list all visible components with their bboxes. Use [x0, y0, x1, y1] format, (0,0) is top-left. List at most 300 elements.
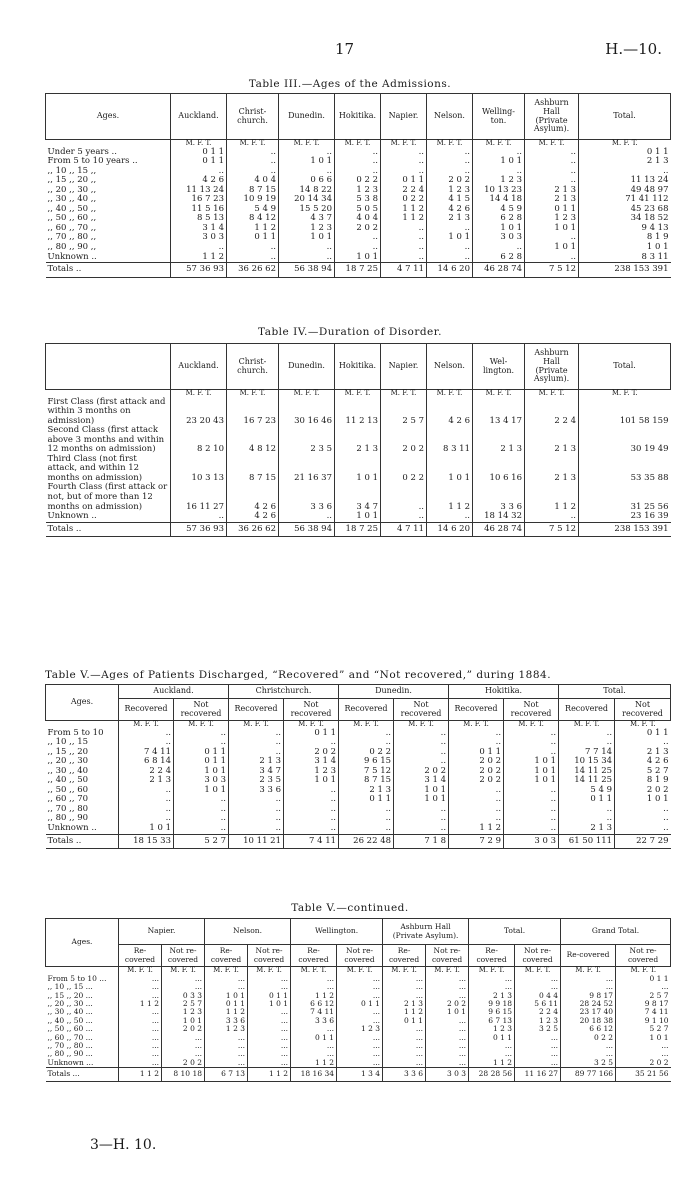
table-cell: ... — [119, 1025, 162, 1033]
table-cell: .. — [525, 157, 579, 167]
row-label: ,, 60 ,, 70 ,, — [47, 222, 97, 233]
sex-subheader: M. F. T. — [205, 967, 248, 975]
table-cell: .. — [174, 805, 229, 815]
recovered-header: Re-covered — [469, 945, 515, 967]
table-cell: 1 0 1 — [394, 795, 449, 805]
table-row — [46, 814, 671, 824]
table-cell: ... — [119, 983, 162, 991]
table-cell: 1 0 1 — [205, 992, 248, 1000]
table-cell: 1 2 3 — [284, 767, 339, 777]
table-cell: 3 0 3 — [174, 776, 229, 786]
table-cell: 1 2 3 — [337, 1025, 383, 1033]
table-cell: .. — [279, 167, 335, 177]
table-cell: .. — [279, 512, 335, 522]
recovered-header: Recovered — [559, 699, 615, 721]
sex-subheader: M. F. T. — [171, 390, 227, 398]
table-cell: ... — [426, 975, 469, 983]
table-cell: 1 0 1 — [279, 233, 335, 243]
sex-subheader: M. F. T. — [339, 721, 394, 729]
table-cell: 0 6 6 — [279, 176, 335, 186]
table-cell: 1 0 1 — [473, 224, 525, 234]
table-cell: 3 4 7 — [335, 483, 381, 512]
table-cell: 1 1 2 — [119, 1000, 162, 1008]
recovered-header: Re-covered — [383, 945, 426, 967]
totals-cell: 1 3 4 — [337, 1068, 383, 1081]
table-cell: 0 1 1 — [616, 975, 671, 983]
table-cell: 14 4 18 — [473, 195, 525, 205]
table-cell: 2 1 3 — [559, 824, 615, 834]
table-cell: ... — [561, 1042, 616, 1050]
table-cell: 9 4 13 — [579, 224, 671, 234]
table-cell: ... — [248, 1025, 291, 1033]
table-cell: 71 41 112 — [579, 195, 671, 205]
table-cell: 0 1 1 — [339, 795, 394, 805]
table-cell: .. — [171, 243, 227, 253]
table-cell: ... — [383, 1025, 426, 1033]
totals-cell: 3 3 6 — [383, 1068, 426, 1081]
table-cell: 4 0 4 — [227, 176, 279, 186]
table-cell: .. — [339, 805, 394, 815]
table-cell: 0 1 1 — [559, 795, 615, 805]
table-cell: 0 1 1 — [248, 992, 291, 1000]
table-cell: 1 1 2 — [383, 1008, 426, 1016]
table-cell: 1 2 3 — [515, 1017, 561, 1025]
column-header: Dunedin. — [279, 94, 335, 140]
totals-cell: 57 36 93 — [171, 522, 227, 537]
table-cell: .. — [119, 805, 174, 815]
table-cell: 2 1 3 — [579, 157, 671, 167]
table-cell: .. — [174, 729, 229, 739]
table-cell: ... — [291, 1025, 337, 1033]
row-label: ,, 10 ,, 15 ,, — [47, 165, 97, 176]
table-cell: 8 1 9 — [615, 776, 671, 786]
table-cell: 23 20 43 — [171, 398, 227, 427]
table-cell: 4 3 7 — [279, 214, 335, 224]
table-cell: ... — [162, 1042, 205, 1050]
totals-cell: 7 5 12 — [525, 522, 579, 537]
table-row — [46, 983, 671, 991]
table-cell: 1 0 1 — [427, 455, 473, 484]
table-cell: 0 1 1 — [381, 176, 427, 186]
row-label: Unknown .. — [47, 511, 97, 522]
sex-subheader: M. F. T. — [561, 967, 616, 975]
row-label: ,, 30 ,, 40 — [47, 765, 89, 776]
table-cell: .. — [335, 233, 381, 243]
recovered-header: Re-covered — [291, 945, 337, 967]
table-cell: 20 14 34 — [279, 195, 335, 205]
table-cell: 2 0 2 — [615, 786, 671, 796]
table-cell: 2 1 3 — [119, 776, 174, 786]
table-cell: 2 1 3 — [383, 1000, 426, 1008]
table-cell: ... — [616, 1050, 671, 1058]
sex-subheader: M. F. T. — [394, 721, 449, 729]
row-label: ,, 20 ,, 30 ... — [47, 999, 93, 1008]
group-header: Hokitika. — [449, 685, 559, 699]
row-label: ,, 80 ,, 90 — [47, 813, 89, 824]
table-cell: .. — [427, 243, 473, 253]
sex-subheader: M. F. T. — [279, 140, 335, 148]
table-row — [46, 729, 671, 739]
totals-cell: 61 50 111 — [559, 834, 615, 849]
table-cell: 0 4 4 — [515, 992, 561, 1000]
table-cell: .. — [449, 805, 504, 815]
totals-cell: 238 153 391 — [579, 522, 671, 537]
sex-subheader: M. F. T. — [426, 967, 469, 975]
table-cell: 1 0 1 — [426, 1008, 469, 1016]
not-recovered-header: Not re-covered — [426, 945, 469, 967]
row-label: From 5 to 10 ... — [47, 973, 107, 983]
totals-cell: 18 7 25 — [335, 522, 381, 537]
table-cell: ... — [561, 983, 616, 991]
sex-subheader: M. F. T. — [525, 390, 579, 398]
table-cell: 2 1 3 — [615, 748, 671, 758]
table-cell: 34 18 52 — [579, 214, 671, 224]
table-cell: 8 7 15 — [227, 186, 279, 196]
table-cell: .. — [119, 738, 174, 748]
table-cell: .. — [504, 824, 559, 834]
recovered-header: Recovered — [339, 699, 394, 721]
table-cell: .. — [504, 814, 559, 824]
table-row — [46, 233, 671, 243]
totals-cell: 7 4 11 — [284, 834, 339, 849]
table-cell: 2 1 3 — [427, 214, 473, 224]
table-cell: .. — [339, 824, 394, 834]
table3-title: Table III.—Ages of the Admissions. — [248, 78, 452, 90]
table-cell: ... — [515, 1034, 561, 1042]
recovered-header: Re-covered — [119, 945, 162, 967]
table-cell: 0 1 1 — [205, 1000, 248, 1008]
table-cell: .. — [229, 824, 284, 834]
table-cell: .. — [449, 729, 504, 739]
table-cell: 15 5 20 — [279, 205, 335, 215]
table-cell: 1 0 1 — [504, 776, 559, 786]
table-cell: ... — [337, 1042, 383, 1050]
table-cell: 10 9 19 — [227, 195, 279, 205]
table-cell: ... — [426, 983, 469, 991]
totals-label: Totals .. — [46, 522, 171, 537]
table-cell: 3 1 4 — [171, 224, 227, 234]
not-recovered-header: Not re-covered — [248, 945, 291, 967]
table-cell: .. — [227, 167, 279, 177]
table-cell: .. — [473, 243, 525, 253]
table-cell: 1 2 3 — [279, 224, 335, 234]
totals-label: Totals .. — [46, 834, 119, 849]
table-cell: 45 23 68 — [579, 205, 671, 215]
row-label: Under 5 years .. — [47, 146, 117, 157]
table-cell: ... — [426, 992, 469, 1000]
table-cell: .. — [394, 757, 449, 767]
table-cell: 10 13 23 — [473, 186, 525, 196]
table-cell: 101 58 159 — [579, 398, 671, 427]
table-cell: .. — [227, 157, 279, 167]
table-cell: 10 6 16 — [473, 455, 525, 484]
totals-cell: 8 10 18 — [162, 1068, 205, 1081]
table-cell: 1 2 3 — [205, 1025, 248, 1033]
table-cell: ... — [426, 1034, 469, 1042]
table-cell: .. — [174, 795, 229, 805]
totals-cell: 7 5 12 — [525, 263, 579, 278]
table-cell: .. — [174, 814, 229, 824]
group-header: Ashburn Hall (Private Asylum). — [383, 919, 469, 945]
row-label: ,, 10 ,, 15 — [47, 737, 89, 748]
row-label: ,, 70 ,, 80 ,, — [47, 232, 97, 243]
table-cell: .. — [171, 512, 227, 522]
table-cell: 8 7 15 — [339, 776, 394, 786]
table-cell: .. — [284, 814, 339, 824]
not-recovered-header: Not re-covered — [162, 945, 205, 967]
table-cell: .. — [119, 786, 174, 796]
column-header: Nelson. — [427, 344, 473, 390]
table-cell: 5 4 9 — [559, 786, 615, 796]
table-cell: 1 0 1 — [473, 157, 525, 167]
table-cell: 0 2 2 — [339, 748, 394, 758]
sex-subheader: M. F. T. — [525, 140, 579, 148]
sex-subheader: M. F. T. — [579, 390, 671, 398]
table-cell: 2 2 4 — [515, 1008, 561, 1016]
table-cell: .. — [427, 148, 473, 158]
table-cell: 2 0 2 — [449, 776, 504, 786]
recovered-header: Recovered — [229, 699, 284, 721]
table-cell: ... — [162, 983, 205, 991]
table-cell: ... — [383, 1059, 426, 1068]
table-cell: 6 7 13 — [469, 1017, 515, 1025]
table-cell: 1 1 2 — [381, 205, 427, 215]
totals-cell: 3 0 3 — [426, 1068, 469, 1081]
table-cell: 2 1 3 — [335, 426, 381, 455]
table-cell: .. — [559, 729, 615, 739]
sex-subheader: M. F. T. — [119, 721, 174, 729]
table-cell: 1 0 1 — [525, 243, 579, 253]
table-cell: .. — [525, 512, 579, 522]
table-cell: .. — [427, 253, 473, 263]
table-cell: 3 2 5 — [515, 1025, 561, 1033]
table-cell: 2 2 4 — [381, 186, 427, 196]
table-cell: ... — [337, 1008, 383, 1016]
table-cell: 2 0 2 — [426, 1000, 469, 1008]
table-cell: .. — [394, 814, 449, 824]
table-cell: .. — [171, 167, 227, 177]
table-cell: 2 1 3 — [339, 786, 394, 796]
table-cell: ... — [248, 975, 291, 983]
table-cell: 1 2 3 — [427, 186, 473, 196]
table-cell: .. — [504, 738, 559, 748]
sex-subheader: M. F. T. — [284, 721, 339, 729]
table-cell: 18 14 32 — [473, 512, 525, 522]
table-cell: 2 2 4 — [525, 398, 579, 427]
table-cell: 16 7 23 — [171, 195, 227, 205]
table-cell: .. — [579, 167, 671, 177]
table-cell: .. — [427, 224, 473, 234]
table-cell: .. — [229, 795, 284, 805]
column-header: Hokitika. — [335, 344, 381, 390]
table-cell: 3 2 5 — [561, 1059, 616, 1068]
table-row — [46, 1042, 671, 1050]
totals-cell: 5 2 7 — [174, 834, 229, 849]
table-cell: ... — [561, 1050, 616, 1058]
table-cell: .. — [279, 148, 335, 158]
table-cell: 6 2 8 — [473, 214, 525, 224]
column-header: Auckland. — [171, 344, 227, 390]
column-header: Hokitika. — [335, 94, 381, 140]
column-header: Total. — [579, 344, 671, 390]
table-cell: 2 0 2 — [449, 767, 504, 777]
table-cell: .. — [335, 157, 381, 167]
table-cell: 0 1 1 — [383, 1017, 426, 1025]
sex-subheader: M. F. T. — [174, 721, 229, 729]
table-cell: .. — [381, 243, 427, 253]
table-cell: 8 5 13 — [171, 214, 227, 224]
column-header: Auckland. — [171, 94, 227, 140]
table-cell: 4 5 9 — [473, 205, 525, 215]
table-cell: 5 2 7 — [615, 767, 671, 777]
table-cell: 3 4 7 — [229, 767, 284, 777]
table-row — [46, 148, 671, 158]
table-cell: 0 1 1 — [449, 748, 504, 758]
totals-cell: 36 26 62 — [227, 522, 279, 537]
table-cell: 0 1 1 — [525, 205, 579, 215]
table-cell: 4 2 6 — [227, 512, 279, 522]
table-cell: 5 2 7 — [616, 1025, 671, 1033]
table-cell: 3 3 6 — [291, 1017, 337, 1025]
sex-subheader: M. F. T. — [337, 967, 383, 975]
table-cell: 2 3 5 — [279, 426, 335, 455]
table-cell: .. — [381, 148, 427, 158]
table-cell: 2 5 7 — [162, 1000, 205, 1008]
totals-cell: 56 38 94 — [279, 522, 335, 537]
table-cell: ... — [337, 983, 383, 991]
totals-cell: 14 6 20 — [427, 522, 473, 537]
totals-cell: 28 28 56 — [469, 1068, 515, 1081]
not-recovered-header: Not re-covered — [337, 945, 383, 967]
sex-subheader: M. F. T. — [248, 967, 291, 975]
table-cell: ... — [162, 1034, 205, 1042]
table4-duration-of-disorder — [45, 343, 671, 537]
table-cell: ... — [119, 992, 162, 1000]
table-cell: .. — [381, 224, 427, 234]
table-cell: 3 1 4 — [284, 757, 339, 767]
table-cell: 8 2 10 — [171, 426, 227, 455]
recovered-header: Recovered — [449, 699, 504, 721]
table-cell: 11 13 24 — [579, 176, 671, 186]
group-header: Nelson. — [205, 919, 291, 945]
table-cell: 7 7 14 — [559, 748, 615, 758]
table-cell: 0 1 1 — [337, 1000, 383, 1008]
table-cell: ... — [248, 1008, 291, 1016]
row-label: ,, 20 ,, 30 ,, — [47, 184, 97, 195]
table-cell: 2 0 2 — [381, 426, 427, 455]
column-header: Napier. — [381, 344, 427, 390]
table-cell: 7 4 11 — [119, 748, 174, 758]
table-cell: ... — [383, 1050, 426, 1058]
sex-subheader: M. F. T. — [615, 721, 671, 729]
table-cell: 10 15 34 — [559, 757, 615, 767]
table-cell: 0 1 1 — [171, 157, 227, 167]
table-cell: 1 1 2 — [291, 992, 337, 1000]
table5c-title: Table V.—continued. — [291, 902, 409, 914]
table-cell: ... — [205, 1034, 248, 1042]
table-cell: ... — [337, 975, 383, 983]
table-cell: .. — [449, 786, 504, 796]
table-cell: 0 2 2 — [381, 195, 427, 205]
table-cell: .. — [381, 157, 427, 167]
table-cell: 14 11 25 — [559, 767, 615, 777]
table-cell: 1 1 2 — [469, 1059, 515, 1068]
row-label: ,, 40 ,, 50 ... — [47, 1015, 93, 1025]
table-cell: 4 2 6 — [227, 483, 279, 512]
table-cell: 3 1 4 — [394, 776, 449, 786]
table-cell: .. — [227, 243, 279, 253]
table-cell: .. — [525, 176, 579, 186]
table-cell: 1 0 1 — [284, 776, 339, 786]
sex-subheader: M. F. T. — [381, 140, 427, 148]
totals-cell: 18 16 34 — [291, 1068, 337, 1081]
table-cell: 9 8 17 — [616, 1000, 671, 1008]
table-cell: 2 0 2 — [284, 748, 339, 758]
column-header: Nelson. — [427, 94, 473, 140]
table-cell: 2 1 3 — [469, 992, 515, 1000]
table-cell: ... — [383, 975, 426, 983]
table-cell: .. — [381, 483, 427, 512]
sex-subheader: M. F. T. — [427, 140, 473, 148]
sex-subheader: M. F. T. — [473, 140, 525, 148]
group-header: Napier. — [119, 919, 205, 945]
table-cell: .. — [229, 748, 284, 758]
table-row — [46, 975, 671, 983]
totals-cell: 7 1 8 — [394, 834, 449, 849]
table-cell: .. — [504, 729, 559, 739]
table-cell: 30 19 49 — [579, 426, 671, 455]
table-row — [46, 455, 671, 484]
row-label: Second Class (first attack above 3 months and within 12 months on admission) — [47, 425, 165, 455]
table-cell: 9 6 15 — [339, 757, 394, 767]
table-cell: .. — [427, 512, 473, 522]
table-row — [46, 1017, 671, 1025]
table-row — [46, 1025, 671, 1033]
table-cell: .. — [381, 167, 427, 177]
group-header: Dunedin. — [339, 685, 449, 699]
table-cell: 1 2 3 — [473, 176, 525, 186]
column-header: Christ-church. — [227, 94, 279, 140]
row-label: ,, 50 ,, 60 — [47, 784, 89, 795]
not-recovered-header: Not recovered — [504, 699, 559, 721]
table-cell: 3 3 6 — [229, 786, 284, 796]
totals-cell: 238 153 391 — [579, 263, 671, 278]
table-cell: 3 3 6 — [473, 483, 525, 512]
table-row — [46, 795, 671, 805]
table-row — [46, 776, 671, 786]
row-label: ,, 50 ,, 60 ... — [47, 1024, 93, 1034]
group-header: Total. — [469, 919, 561, 945]
table-cell: .. — [284, 805, 339, 815]
table-cell: 5 3 8 — [335, 195, 381, 205]
table-cell: 1 0 1 — [579, 243, 671, 253]
column-header: Ages. — [46, 94, 171, 140]
recovered-header: Recovered — [119, 699, 174, 721]
table-cell: .. — [525, 167, 579, 177]
totals-cell: 89 77 166 — [561, 1068, 616, 1081]
table-cell: 4 0 4 — [335, 214, 381, 224]
totals-label: Totals ... — [46, 1068, 119, 1081]
table-cell: ... — [205, 1050, 248, 1058]
column-header: Total. — [579, 94, 671, 140]
table-cell: ... — [337, 1017, 383, 1025]
table-cell: ... — [291, 975, 337, 983]
table-row — [46, 512, 671, 522]
table-cell: 1 1 2 — [205, 1008, 248, 1016]
table-cell: .. — [284, 824, 339, 834]
table-cell: .. — [449, 814, 504, 824]
table-cell: 7 4 11 — [616, 1008, 671, 1016]
